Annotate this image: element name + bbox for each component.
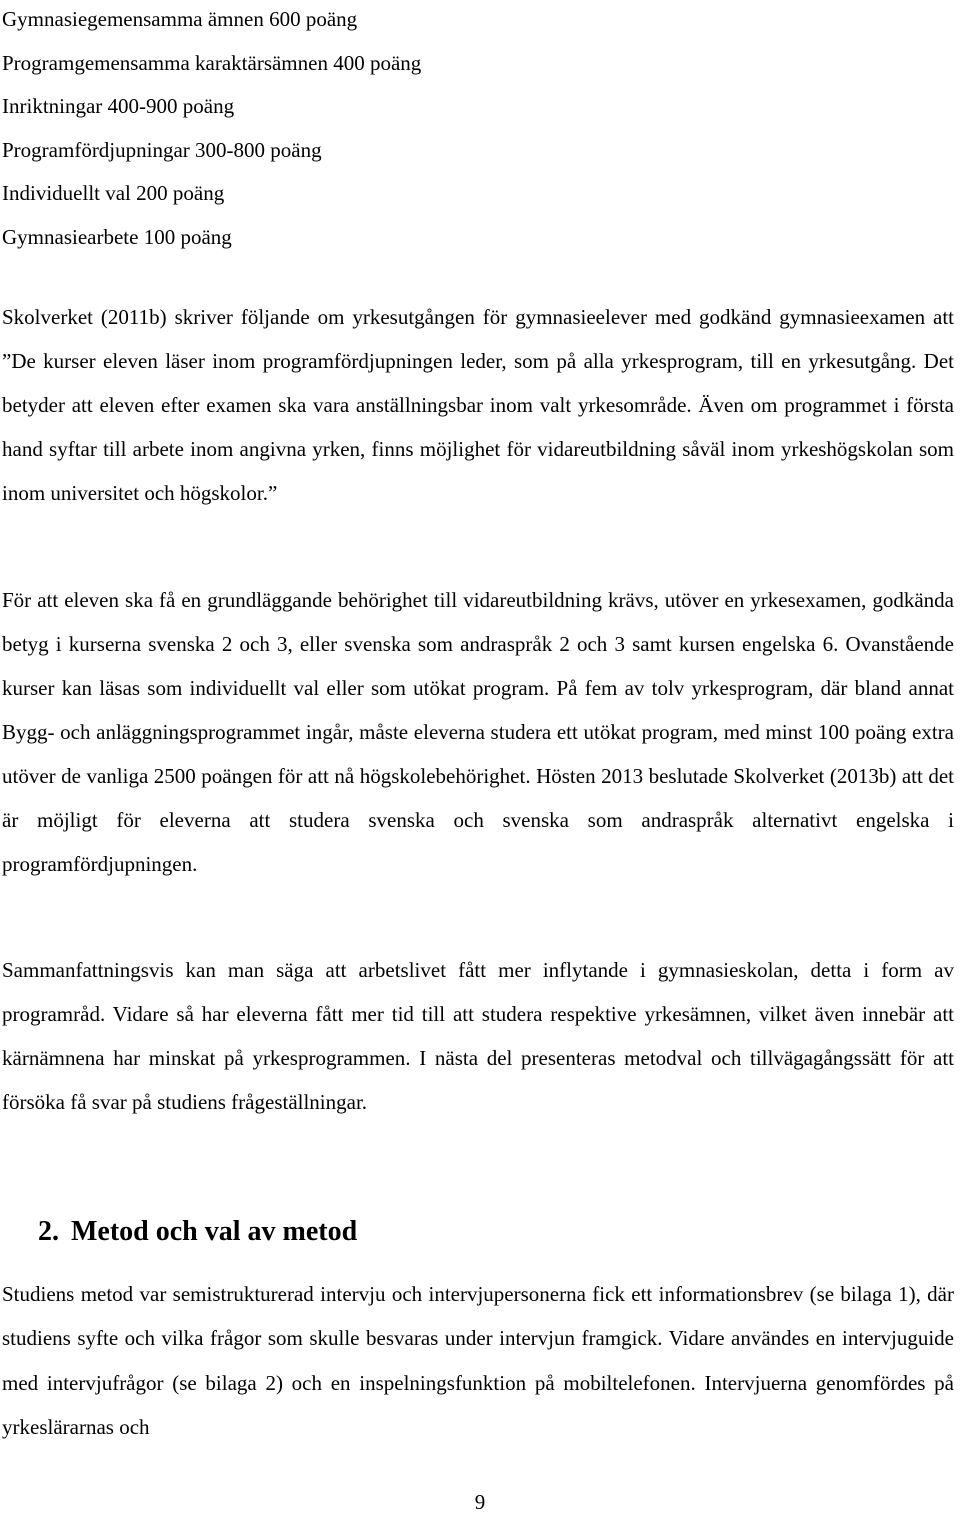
paragraph-sammanfattning: Sammanfattningsvis kan man säga att arbetslivet fått mer inflytande i gymnasieskolan, detta i form av programråd. Vidare så har eleverna fått mer tid till att studera respektive yrkesämnen, vilket även innebär att kärnämnena har minskat på yrkesprogrammen. I nästa del presenteras metodval och tillvägagångssätt för att försöka få svar på studiens frågeställningar.	[2, 958, 954, 1114]
list-item: Programgemensamma karaktärsämnen 400 poäng	[2, 50, 422, 75]
points-list	[2, 0, 421, 260]
paragraph-yrkesutgang: Skolverket (2011b) skriver följande om yrkesutgången för gymnasieelever med godkänd gymnasieexamen att ”De kurser eleven läser inom programfördjupningen leder, som på alla yrkesprogram, till en yrkesutgång. Det betyder att eleven efter examen ska vara anställningsbar inom valt yrkesområde. Även om programmet i första hand syftar till arbete inom angivna yrken, finns möjlighet för vidareutbildning såväl inom yrkeshögskolan som inom universitet och högskolor.”	[2, 305, 954, 505]
list-item: Individuellt val 200 poäng	[2, 181, 225, 206]
page-number: 9	[474, 1490, 486, 1514]
section-number: 2.	[38, 1216, 59, 1247]
paragraph-metod: Studiens metod var semistrukturerad intervju och intervjupersonerna fick ett informationsbrev (se bilaga 1), där studiens syfte och vilka frågor som skulle besvaras under intervjun framgick. Vidare användes en intervjuguide med intervjufrågor (se bilaga 2) och en inspelningsfunktion på mobiltelefonen. Intervjuerna genomfördes på yrkeslärarnas och	[2, 1282, 954, 1439]
paragraph-behorighet: För att eleven ska få en grundläggande behörighet till vidareutbildning krävs, utöver en yrkesexamen, godkända betyg i kurserna svenska 2 och 3, eller svenska som andraspråk 2 och 3 samt kursen engelska 6. Ovanstående kurser kan läsas som individuellt val eller som utökat program. På fem av tolv yrkesprogram, där bland annat Bygg- och anläggningsprogrammet ingår, måste eleverna studera ett utökat program, med minst 100 poäng extra utöver de vanliga 2500 poängen för att nå högskolebehörighet. Hösten 2013 beslutade Skolverket (2013b) att det är möjligt för eleverna att studera svenska och svenska som andraspråk alternativt engelska i programfördjupningen.	[2, 588, 954, 876]
list-item: Gymnasiegemensamma ämnen 600 poäng	[2, 7, 358, 31]
list-item: Programfördjupningar 300-800 poäng	[2, 137, 322, 162]
section-title: Metod och val av metod	[71, 1216, 358, 1247]
list-item: Gymnasiearbete 100 poäng	[2, 224, 232, 249]
section-heading	[38, 1210, 357, 1254]
list-item: Inriktningar 400-900 poäng	[2, 94, 235, 119]
